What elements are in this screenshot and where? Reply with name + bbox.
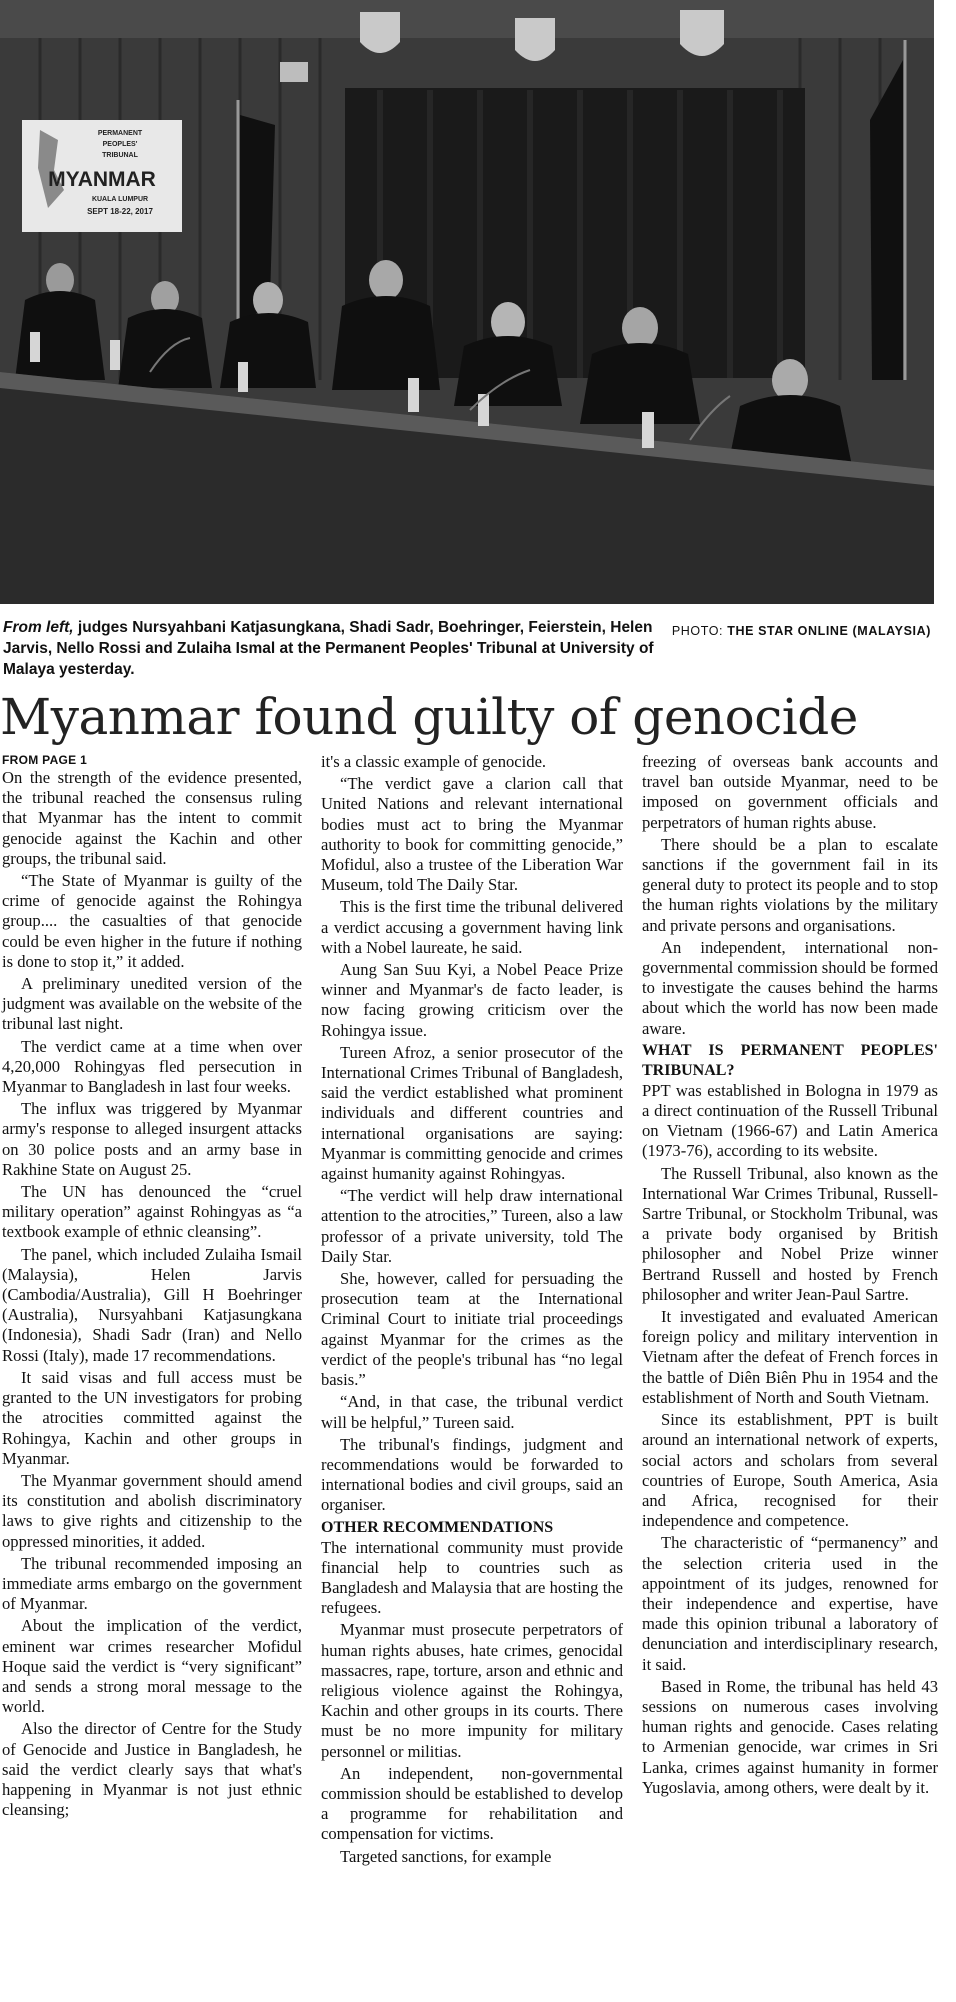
banner-line2: PEOPLES'	[102, 141, 138, 148]
from-page-kicker: FROM PAGE 1	[2, 753, 88, 767]
paragraph: The Russell Tribunal, also known as the International War Crimes Tribunal, Russell-Sartre Tribunal, or Stockholm Tribunal, was a private body organised by British philosopher and Nobel Prize winner Bertrand Russell and hosted by French philosopher and writer Jean-Paul Sartre.	[642, 1163, 938, 1304]
headline: Myanmar found guilty of genocide	[0, 688, 858, 746]
banner-location: KUALA LUMPUR	[91, 196, 149, 203]
paragraph: The panel, which included Zulaiha Ismail (Malaysia), Helen Jarvis (Cambodia/Australia), Gill H Boehringer (Australia), Nursyahbani Katjasungkana (Indonesia), Shadi Sadr (Iran) and Nello Rossi (Italy), made 17 recommendations.	[2, 1244, 302, 1365]
photo-caption	[3, 617, 931, 680]
paragraph: The tribunal recommended imposing an immediate arms embargo on the government of Myanmar.	[2, 1553, 302, 1614]
paragraph: “The State of Myanmar is guilty of the crime of genocide against the Rohingya group.... the casualties of that genocide could be even higher in the future if nothing is done to stop it,” it added.	[2, 871, 302, 971]
paragraph: Aung San Suu Kyi, a Nobel Peace Prize winner and Myanmar's de facto leader, is now facing growing criticism over the Rohingya issue.	[321, 960, 623, 1040]
paragraph: it's a classic example of genocide.	[321, 752, 547, 771]
paragraph: “The verdict gave a clarion call that United Nations and relevant international bodies must act to bring the Myanmar authority to book for committing genocide,” Mofidul, also a trustee of the Liberation War Museum, told The Daily Star.	[321, 774, 623, 895]
paragraph: It said visas and full access must be granted to the UN investigators for probing the atrocities committed against the Rohingya, Kachin and other groups in Myanmar.	[2, 1367, 302, 1468]
banner-line1: PERMANENT	[97, 130, 143, 137]
paragraph: The influx was triggered by Myanmar army's response to alleged insurgent attacks on 30 police posts and an army base in Rakhine State on August 25.	[2, 1099, 302, 1179]
paragraph: The Myanmar government should amend its constitution and abolish discriminatory laws to give rights and citizenship to the oppressed minorities, it added.	[2, 1470, 302, 1551]
photo-credit-label: PHOTO:	[671, 624, 728, 638]
paragraph: Myanmar must prosecute perpetrators of human rights abuses, hate crimes, genocidal massacres, rape, torture, arson and ethnic and religious violence against the Rohingya, Kachin and other groups in its courts. There must be no more impunity for military personnel or militias.	[321, 1620, 623, 1761]
paragraph: Tureen Afroz, a senior prosecutor of the International Crimes Tribunal of Bangladesh, said the verdict established what prominent individuals and different countries and international organisations are saying: Myanmar is committing genocide and crimes against humanity against Rohingyas.	[321, 1042, 623, 1184]
paragraph: This is the first time the tribunal delivered a verdict accusing a government having link with a Nobel laureate, he said.	[321, 897, 623, 957]
article-column-1	[2, 752, 302, 1822]
paragraph: The tribunal's findings, judgment and recommendations would be forwarded to international bodies and civil groups, said an organiser.	[321, 1434, 623, 1515]
tribunal-photo-illustration	[0, 0, 934, 604]
subheading-other-recommendations: OTHER RECOMMENDATIONS	[321, 1518, 554, 1536]
news-photo	[0, 0, 934, 604]
banner-title: MYANMAR	[48, 168, 156, 191]
paragraph: It investigated and evaluated American foreign policy and military intervention in Vietnam after the defeat of French forces in the battle of Diên Biên Phu in 1954 and the establishment of North and South Vietnam.	[642, 1307, 938, 1407]
paragraph: The international community must provide financial help to countries such as Bangladesh and Malaysia that are hosting the refugees.	[321, 1537, 623, 1618]
paragraph: The characteristic of “permanency” and the selection criteria used in the appointment of its judges, renowned for their independence and expertise, have made this opinion tribunal a laboratory of denunciation and interdisciplinary research, it said.	[642, 1533, 938, 1674]
paragraph: About the implication of the verdict, eminent war crimes researcher Mofidul Hoque said the verdict is “very significant” and sends a strong moral message to the world.	[2, 1616, 302, 1717]
photo-credit	[672, 621, 931, 642]
paragraph: An independent, international non-governmental commission should be formed to investigate the causes behind the harms about which the world has now been made aware.	[642, 937, 938, 1038]
paragraph: Targeted sanctions, for example	[340, 1846, 552, 1866]
paragraph: Also the director of Centre for the Study of Genocide and Justice in Bangladesh, he said the verdict clearly says that what's happening in Myanmar is not just ethnic cleansing;	[2, 1719, 302, 1820]
article-column-3	[642, 752, 938, 1800]
paragraph: PPT was established in Bologna in 1979 as a direct continuation of the Russell Tribunal on Vietnam (1966-67) and Latin America (1973-76), according to its website.	[642, 1080, 938, 1161]
paragraph: She, however, called for persuading the prosecution team at the International Criminal Court to initiate trial proceedings against Myanmar for the crimes as the verdict of the people's tribunal has “no legal basis.”	[321, 1269, 623, 1390]
banner-line3: TRIBUNAL	[102, 152, 138, 159]
paragraph: A preliminary unedited version of the judgment was available on the website of the tribunal last night.	[2, 974, 302, 1034]
photo-credit-source: THE STAR ONLINE (MALAYSIA)	[727, 624, 931, 638]
article-column-2	[321, 752, 623, 1869]
paragraph: Since its establishment, PPT is built around an international network of experts, social actors and scholars from several countries of Europe, South America, Asia and Africa, recognised for their independence and competence.	[642, 1410, 938, 1531]
paragraph: There should be a plan to escalate sanctions if the government fail in its general duty to protect its people and to stop the human rights violations by the military and private persons and organisations.	[642, 834, 938, 935]
paragraph: An independent, non-governmental commission should be established to develop a programme for rehabilitation and compensation for victims.	[321, 1763, 623, 1844]
paragraph: freezing of overseas bank accounts and travel ban outside Myanmar, need to be imposed on government officials and perpetrators of human rights abuse.	[642, 752, 938, 832]
paragraph: “And, in that case, the tribunal verdict will be helpful,” Tureen said.	[321, 1392, 623, 1432]
caption-text: judges Nursyahbani Katjasungkana, Shadi Sadr, Boehringer, Feierstein, Helen Jarvis, Nello Rossi and Zulaiha Ismal at the Permanent Peoples' Tribunal at University of Malaya yesterday.	[3, 619, 654, 678]
banner-dates: SEPT 18-22, 2017	[87, 207, 153, 216]
paragraph: The verdict came at a time when over 4,20,000 Rohingyas fled persecution in Myanmar to Bangladesh in last four weeks.	[2, 1036, 302, 1097]
caption-lead: From left,	[3, 619, 74, 636]
paragraph: The UN has denounced the “cruel military operation” against Rohingyas as “a textbook example of ethnic cleansing”.	[2, 1182, 302, 1242]
paragraph: On the strength of the evidence presented, the tribunal reached the consensus ruling that Myanmar has the intent to commit genocide against the Kachin and other groups, the tribunal said.	[2, 768, 302, 868]
paragraph: Based in Rome, the tribunal has held 43 sessions on numerous cases involving human rights and genocide. Cases relating to Armenian genocide, war crimes in Sri Lanka, crimes against humanity in former Yugoslavia, among others, were dealt by it.	[642, 1676, 938, 1797]
subheading-what-is-ppt: WHAT IS PERMANENT PEOPLES' TRIBUNAL?	[642, 1041, 938, 1079]
paragraph: “The verdict will help draw international attention to the atrocities,” Tureen, also a law professor of a private university, told The Daily Star.	[321, 1186, 623, 1266]
